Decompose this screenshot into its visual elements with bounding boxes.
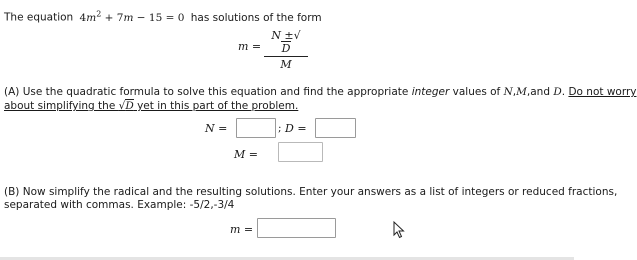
m-input[interactable] — [278, 142, 323, 162]
sqrt-icon: √ — [293, 29, 301, 42]
form-denominator: M — [280, 58, 292, 71]
form-numerator-left: N ± — [271, 29, 294, 42]
example-answer: -5/2,-3/4 — [189, 199, 235, 211]
intro-prefix: The equation — [4, 11, 74, 24]
solution-form-fraction — [264, 29, 308, 71]
label-d: D = — [285, 122, 307, 135]
label-m-solutions: m = — [230, 223, 254, 236]
sqrt-icon: √ — [118, 100, 126, 112]
n-input[interactable] — [236, 118, 276, 138]
part-b-line-2: separated with commas. Example: -5/2,-3/4 — [4, 199, 235, 211]
semicolon: ; — [278, 122, 282, 134]
part-a-line-1: (A) Use the quadratic formula to solve this equation and find the appropriate integer values of N,M,and D. Do not worry — [4, 86, 637, 98]
equation: $4m^2 + 7m - 15 = 0$ — [79, 9, 185, 24]
no-simplify-note: Do not worry — [568, 86, 637, 98]
fraction-bar — [264, 56, 308, 57]
label-n: N = — [205, 122, 228, 135]
part-a-line-2: about simplifying the √D yet in this part of the problem. — [4, 100, 299, 112]
form-lhs: m = — [238, 40, 262, 53]
intro-suffix: has solutions of the form — [190, 11, 322, 24]
part-b-line-1: (B) Now simplify the radical and the resulting solutions. Enter your answers as a list of integers or reduced fractions, — [4, 186, 618, 198]
d-input[interactable] — [315, 118, 356, 138]
intro-line — [4, 9, 322, 24]
m-solutions-input[interactable] — [257, 218, 336, 238]
mouse-pointer-icon — [393, 221, 405, 239]
label-m: M = — [234, 148, 258, 161]
form-radicand: D — [281, 42, 291, 55]
